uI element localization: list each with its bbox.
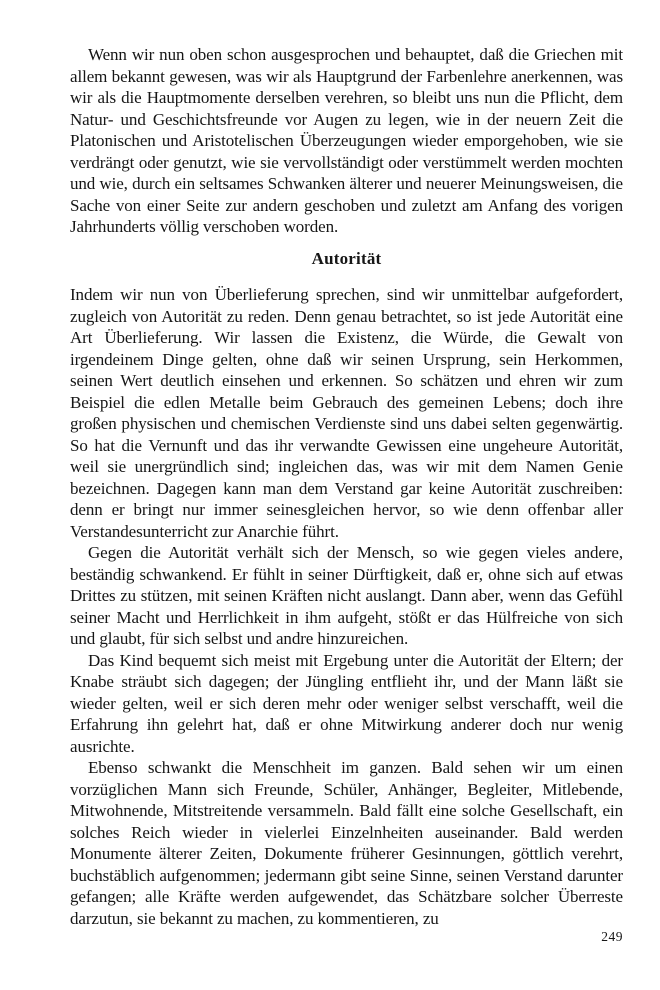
- paragraph-mensch-schwankend: Gegen die Autorität verhält sich der Mensch, so wie gegen vieles andere, beständig schwankend. Er fühlt in seiner Dürftigkeit, daß er, ohne sich auf etwas Drittes zu stützen, mit seinen Kräften nicht auslangt. Dann aber, wenn das Gefühl seiner Macht und Herrlichkeit in ihm aufgeht, stößt er das Hülfreiche von sich und glaubt, für sich selbst und andre hinzureichen.: [70, 543, 623, 648]
- paragraph-menschheit-im-ganzen: Ebenso schwankt die Menschheit im ganzen. Bald sehen wir um einen vorzüglichen Mann sich Freunde, Schüler, Anhänger, Begleiter, Mitlebende, Mitwohnende, Mitstreitende versammeln. Bald fällt eine solche Gesellschaft, ein solches Reich wieder in vielerlei Einzelnheiten auseinander. Bald werden Monumente älterer Zeiten, Dokumente früherer Gesinnungen, göttlich verehrt, buchstäblich aufgenommen; jedermann gibt seine Sinne, seinen Verstand darunter gefangen; alle Kräfte werden aufgewendet, das Schätzbare solcher Überreste darzutun, sie bekannt zu machen, zu kommentieren, zu: [70, 758, 623, 928]
- paragraph-autoritaet-definition: Indem wir nun von Überlieferung sprechen, sind wir unmittelbar aufgefordert, zugleich von Autorität zu reden. Denn genau betrachtet, so ist jede Autorität eine Art Überlieferung. Wir lassen die Existenz, die Würde, die Gewalt von irgendeinem Dinge gelten, ohne daß wir seinen Ursprung, sein Herkommen, seinen Wert deutlich einsehen und erkennen. So schätzen und ehren wir zum Beispiel die edlen Metalle beim Gebrauch des gemeinen Lebens; doch ihre großen physischen und chemischen Verdienste sind uns dabei selten gegenwärtig. So hat die Vernunft und das ihr verwandte Gewissen eine ungeheure Autorität, weil sie unergründlich sind; ingleichen das, was wir mit dem Namen Genie bezeichnen. Dagegen kann man dem Verstand gar keine Autorität zuschreiben: denn er bringt nur immer seinesgleichen hervor, so wie denn offenbar aller Verstandesunterricht zur Anarchie führt.: [70, 285, 623, 541]
- section-heading: Autorität: [311, 248, 382, 268]
- paragraph-tradition-intro: Wenn wir nun oben schon ausgesprochen und behauptet, daß die Griechen mit allem bekannt gewesen, was wir als Hauptgrund der Farbenlehre anerkennen, was wir als die Hauptmomente derselben verehren, so bleibt uns nun die Pflicht, dem Natur- und Geschichtsfreunde vor Augen zu legen, wie in der neuern Zeit die Platonischen und Aristotelischen Überzeugungen wieder emporgehoben, wie sie verdrängt oder genutzt, wie sie vervollständigt oder verstümmelt werden mochten und wie, durch ein seltsames Schwanken älterer und neuerer Meinungsweisen, die Sache von einer Seite zur andern geschoben und zuletzt am Anfang des vorigen Jahrhunderts völlig verschoben worden.: [70, 45, 623, 236]
- page-number: 249: [601, 929, 623, 944]
- text-block: [70, 44, 623, 929]
- paragraph-kind-knabe-mann: Das Kind bequemt sich meist mit Ergebung unter die Autorität der Eltern; der Knabe sträubt sich dagegen; der Jüngling entflieht ihr, und der Mann läßt sie wieder gelten, weil er sich deren mehr oder weniger selbst verschafft, weil die Erfahrung ihn gelehrt hat, daß er ohne Mitwirkung anderer doch nur wenig ausrichte.: [70, 650, 623, 756]
